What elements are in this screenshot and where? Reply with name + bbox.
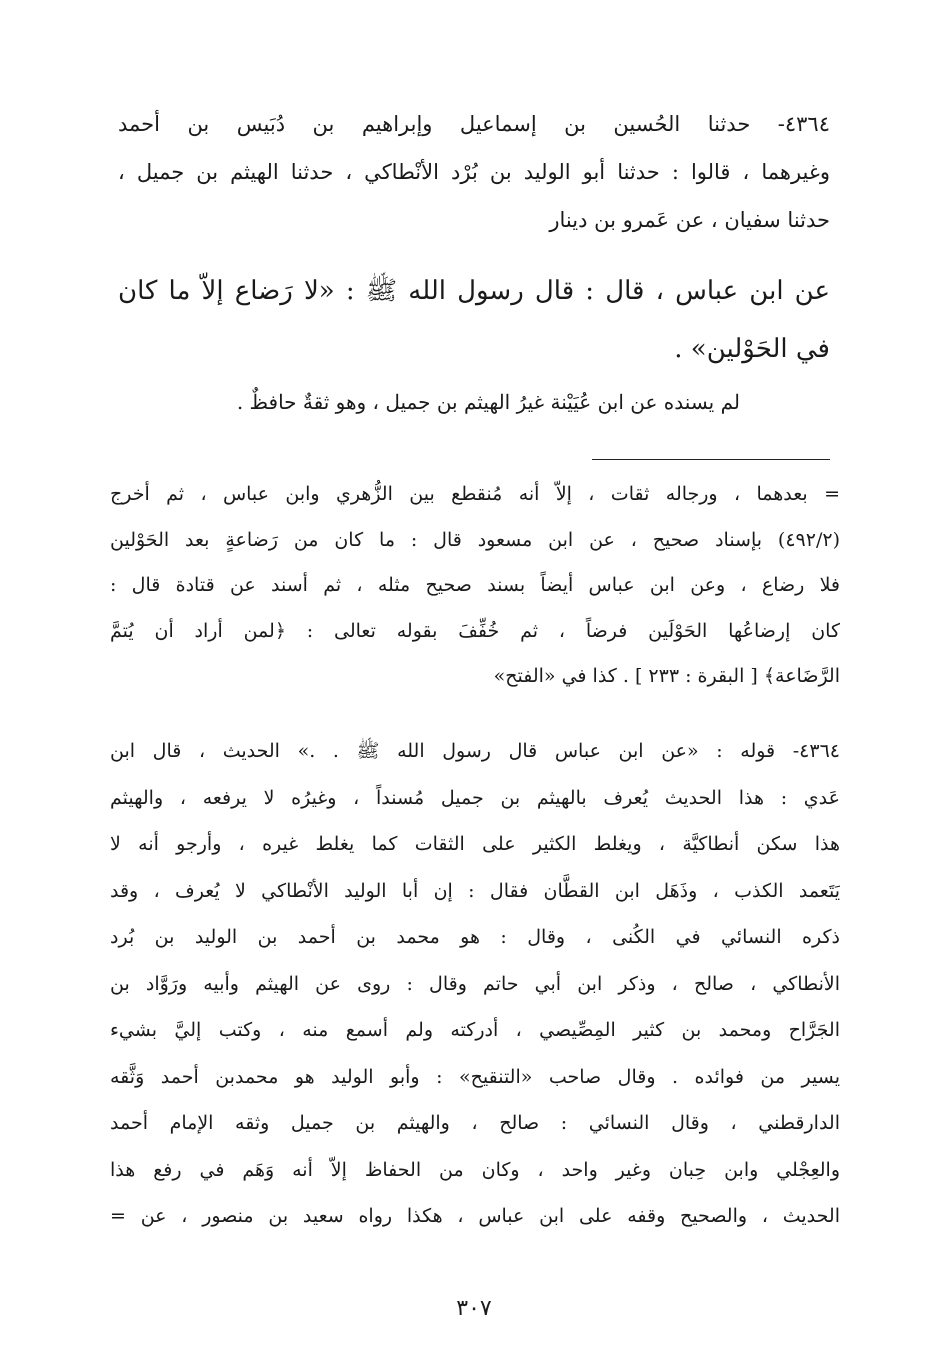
matn-line: عن ابن عباس ، قال : قال رسول الله ﷺ : «لا رَضاع إلاّ ما كان (118, 276, 830, 306)
footnote-line: الجَرَّاح ومحمد بن كثير المِصِّيصي ، أدركته ولم أسمع منه ، وكتب إليَّ بشيء (110, 1019, 840, 1041)
footnote-line: الحديث ، والصحيح وقفه على ابن عباس ، هكذا رواه سعيد بن منصور ، عن = (110, 1205, 840, 1227)
page-number: ٣٠٧ (456, 1296, 492, 1321)
footnote-line: ٤٣٦٤- قوله : «عن ابن عباس قال رسول الله ﷺ . .» الحديث ، قال ابن (110, 740, 840, 762)
footnote-line: الرَّضَاعة﴾ [ البقرة : ٢٣٣ ] . كذا في «الفتح» (493, 665, 840, 687)
footnote-line: هذا سكن أنطاكيَّة ، ويغلط الكثير على الثقات كما يغلط غيره ، وأرجو أنه لا (110, 833, 840, 855)
footnote-line: والعِجْلي وابن حِبان وغير واحد ، وكان من الحفاظ إلاّ أنه وَهَم في رفع هذا (110, 1158, 840, 1181)
comment-line: لم يسنده عن ابن عُيَيْنة غيرُ الهيثم بن جميل ، وهو ثقةٌ حافظٌ . (236, 390, 740, 414)
footnote-line: كان إرضاعُها الحَوْلَين فرضاً ، ثم خُفِّفَ بقوله تعالى : ﴿لمن أراد أن يُتمَّ (110, 619, 840, 642)
author-comment (118, 380, 830, 424)
footnote-line: (٤٩٢/٢) بإسناد صحيح ، عن ابن مسعود قال : ما كان من رَضاعةٍ بعد الحَوْلين (110, 528, 840, 551)
footnote-line: يسير من فوائده . وقال صاحب «التنقيح» : وأبو الوليد هو محمدبن أحمد وَثَّقه (110, 1065, 840, 1088)
footnote-continuation (110, 472, 840, 700)
isnad-line: ٤٣٦٤- حدثنا الحُسين بن إسماعيل وإبراهيم بن دُبَيس بن أحمد (118, 112, 830, 136)
footnote-line: فلا رضاع ، وعن ابن عباس أيضاً بسند صحيح مثله ، ثم أسند عن قتادة قال : (110, 574, 840, 596)
footnote-line: الأنطاكي ، صالح ، وذكر ابن أبي حاتم وقال : روى عن الهيثم وأبيه ورَوَّاد بن (110, 972, 840, 995)
matn-line: في الحَوْلين» . (674, 334, 830, 364)
footnote-line: عَدي : هذا الحديث يُعرف بالهيثم بن جميل مُسنداً ، وغيرُه لا يرفعه ، والهيثم (110, 786, 840, 809)
footnote-line: = بعدهما ، ورجاله ثقات ، إلاّ أنه مُنقطع بين الزُّهري وابن عباس ، ثم أخرج (110, 483, 840, 505)
hadith-isnad (118, 100, 830, 244)
footnote-4364 (110, 728, 840, 1240)
isnad-line: حدثنا سفيان ، عن عَمرو بن دينار (549, 208, 830, 232)
isnad-line: وغيرهما ، قالوا : حدثنا أبو الوليد بن بُرْد الأنْطاكي ، حدثنا الهيثم بن جميل ، (118, 160, 830, 184)
hadith-matn (118, 262, 830, 378)
footnote-line: ذكره النسائي في الكُنى ، وقال : هو محمد بن أحمد بن الوليد بن بُرد (110, 926, 840, 948)
footnote-line: الدارقطني ، وقال النسائي : صالح ، والهيثم بن جميل وثقه الإمام أحمد (110, 1112, 840, 1134)
footnote-line: يَتَعمد الكذب ، وذَهَل ابن القطَّان فقال : إن أبا الوليد الأنْطاكي لا يُعرف ، وقد (110, 879, 840, 902)
footnote-separator (592, 459, 830, 460)
